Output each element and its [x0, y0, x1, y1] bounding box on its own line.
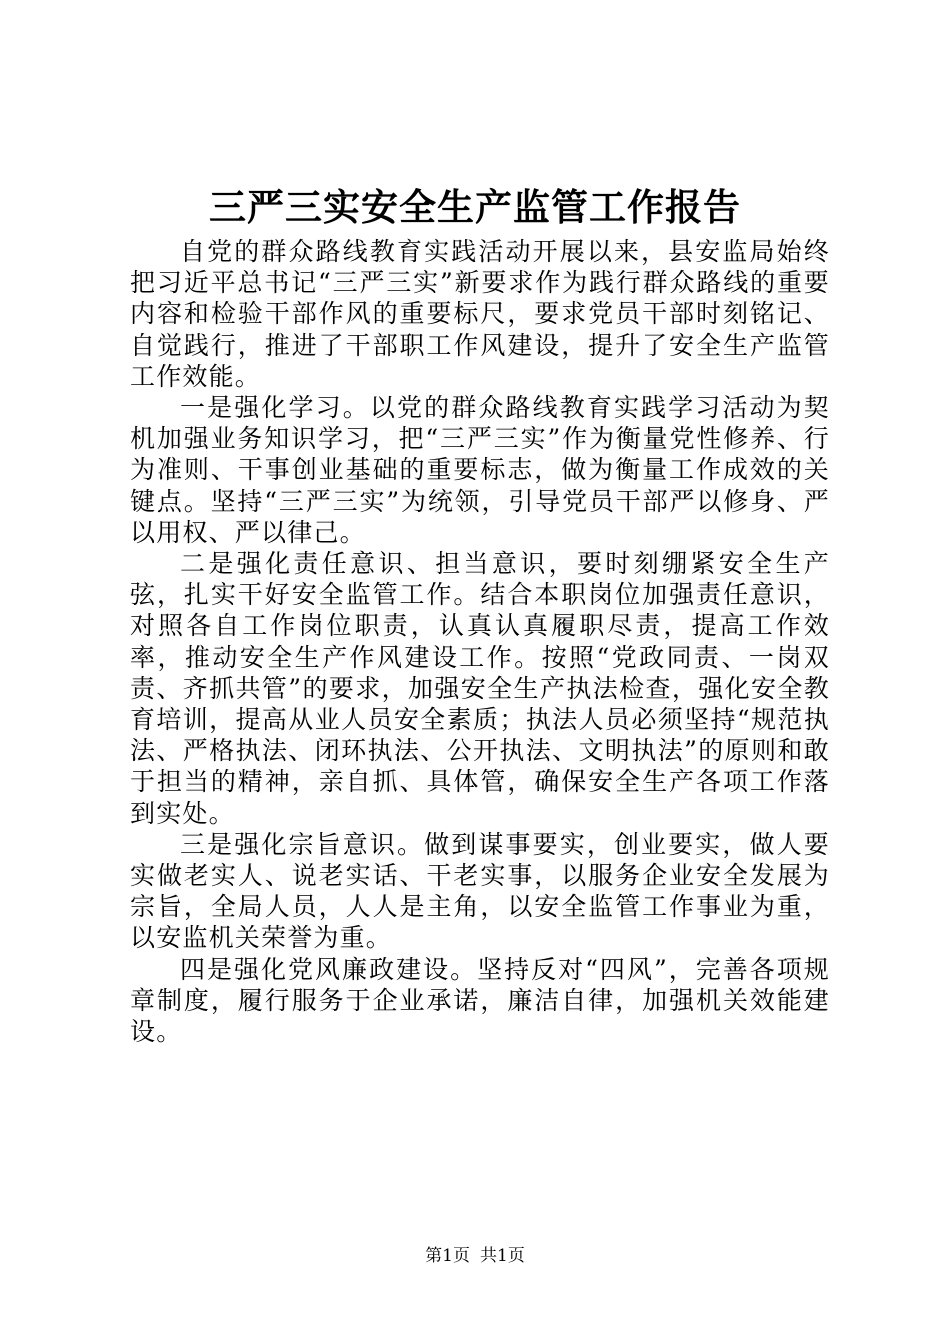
- paragraph-point-3: 三是强化宗旨意识。做到谋事要实，创业要实，做人要实做老实人、说老实话、干老实事，以服务企业安全发展为宗旨，全局人员，人人是主角，以安全监管工作事业为重，以安监机关荣誉为重。: [130, 829, 830, 953]
- page-number: 第1页: [425, 1246, 470, 1266]
- page-footer: [0, 1244, 950, 1268]
- document-title: 三严三实安全生产监管工作报告: [209, 185, 741, 229]
- paragraph-intro: 自党的群众路线教育实践活动开展以来，县安监局始终把习近平总书记“三严三实”新要求作为践行群众路线的重要内容和检验干部作风的重要标尺，要求党员干部时刻铭记、自觉践行，推进了干部职工作风建设，提升了安全生产监管工作效能。: [130, 237, 830, 391]
- page-total: 共1页: [480, 1246, 525, 1266]
- paragraph-point-4: 四是强化党风廉政建设。坚持反对“四风”，完善各项规章制度，履行服务于企业承诺，廉洁自律，加强机关效能建设。: [130, 954, 830, 1047]
- paragraph-point-1: 一是强化学习。以党的群众路线教育实践学习活动为契机加强业务知识学习，把“三严三实”作为衡量党性修养、行为准则、干事创业基础的重要标志，做为衡量工作成效的关键点。坚持“三严三实”为统领，引导党员干部严以修身、严以用权、严以律己。: [130, 393, 830, 547]
- paragraph-point-2: 二是强化责任意识、担当意识，要时刻绷紧安全生产弦，扎实干好安全监管工作。结合本职岗位加强责任意识，对照各自工作岗位职责，认真认真履职尽责，提高工作效率，推动安全生产作风建设工作。按照“党政同责、一岗双责、齐抓共管”的要求，加强安全生产执法检查，强化安全教育培训，提高从业人员安全素质；执法人员必须坚持“规范执法、严格执法、闭环执法、公开执法、文明执法”的原则和敢于担当的精神，亲自抓、具体管，确保安全生产各项工作落到实处。: [130, 549, 830, 828]
- document-body: [130, 236, 830, 1047]
